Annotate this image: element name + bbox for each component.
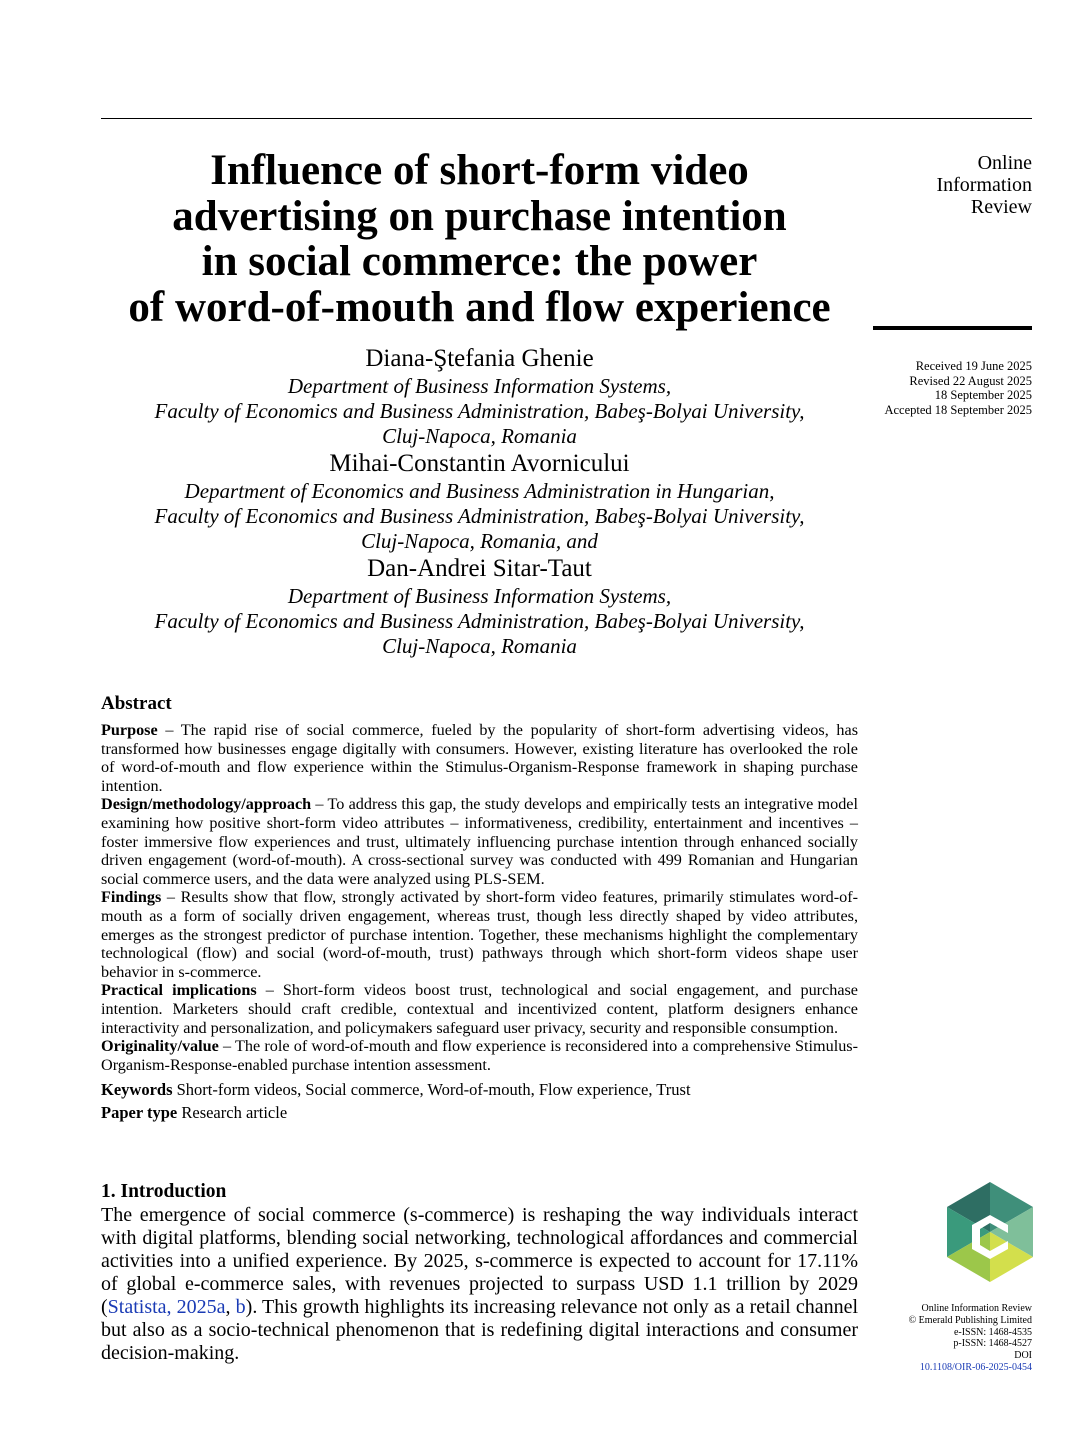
article-title (101, 148, 858, 330)
revised-date-2: 18 September 2025 (934, 388, 1032, 402)
article-dates (832, 359, 1032, 417)
abstract-text: – The rapid rise of social commerce, fueled by the popularity of short-form advertising videos, has transformed how businesses engage digitally with consumers. However, existing literature has overlooked the role of word-of-mouth and flow experience within the Stimulus-Organism-Response framework in shaping purchase intention. (101, 721, 858, 795)
abstract-purpose (101, 721, 858, 795)
intro-text: ). This growth highlights its increasing relevance not only as a retail channel but also as a socio-technical phenomenon that is redefining digital interactions and consumer decision-making. (101, 1296, 859, 1364)
section-heading: 1. Introduction (101, 1181, 227, 1202)
journal-name-line: Online (977, 152, 1032, 174)
citation-separator: , (225, 1296, 236, 1318)
abstract-label: Practical implications (101, 981, 257, 1000)
author-affiliation: Faculty of Economics and Business Administration, Babeş-Bolyai University, (154, 399, 805, 423)
author-affiliation: Faculty of Economics and Business Administration, Babeş-Bolyai University, (154, 504, 805, 528)
intro-text: The emergence of social commerce (s-commerce) is reshaping the way individuals interact with digital platforms, blending social networking, technological affordances and commercial activities into a unified experience. By 2025, s-commerce is expected to account for 17.11% of global e-commerce sales, with revenues projected to surpass USD 1.1 trillion by 2029 ( (101, 1204, 858, 1318)
journal-name-line: Review (970, 196, 1032, 218)
citation-link-statista-a[interactable]: Statista, 2025a (107, 1296, 226, 1318)
abstract-originality (101, 1037, 858, 1074)
abstract-text: – Short-form videos boost trust, technological and social engagement, and purchase intention. Marketers should craft credible, contextual and incentivized content, platform designers enhance interactivity and personalization, and policymakers safeguard user privacy, security and responsible consumption. (101, 981, 858, 1037)
title-line: in social commerce: the power (201, 238, 758, 285)
title-line: advertising on purchase intention (172, 192, 787, 240)
doi-link[interactable]: 10.1108/OIR-06-2025-0454 (919, 1361, 1032, 1373)
title-rule (873, 326, 1032, 330)
title-line: of word-of-mouth and flow experience (128, 283, 831, 331)
paper-type (101, 1103, 858, 1123)
received-date: Received 19 June 2025 (915, 359, 1032, 373)
abstract-text: – Results show that flow, strongly activated by short-form video features, primarily stimulates word-of-mouth as a form of socially driven engagement, whereas trust, though less directly shaped by video attributes, emerges as the strongest predictor of purchase intention. Together, these mechanisms highlight the complementary technological (flow) and social (word-of-mouth, trust) pathways through which short-form videos shape user behavior in s-commerce. (101, 888, 858, 981)
abstract-label: Findings (101, 888, 162, 907)
abstract (101, 692, 858, 1123)
footer-doi (812, 1350, 1032, 1374)
paper-type-text: Research article (177, 1103, 288, 1123)
author-affiliation: Department of Business Information Systems, (287, 584, 672, 608)
author-affiliation: Cluj-Napoca, Romania (382, 424, 577, 448)
journal-footer-info (812, 1303, 1032, 1374)
abstract-text: – The role of word-of-mouth and flow experience is reconsidered into a comprehensive Stimulus-Organism-Response-enabled purchase intention assessment. (101, 1037, 858, 1074)
footer-journal: Online Information Review (921, 1303, 1032, 1314)
keywords-label: Keywords (101, 1080, 173, 1100)
author-name: Mihai-Constantin Avornicului (329, 450, 630, 477)
doi-label: DOI (1014, 1350, 1032, 1362)
footer-publisher: © Emerald Publishing Limited (908, 1314, 1032, 1326)
author-name: Diana-Ştefania Ghenie (365, 345, 594, 372)
intro-paragraph (101, 1204, 858, 1365)
author-name: Dan-Andrei Sitar-Taut (367, 555, 592, 582)
top-rule (101, 118, 1032, 119)
journal-name-line: Information (936, 174, 1032, 196)
abstract-label: Originality/value (101, 1037, 219, 1056)
keywords (101, 1080, 858, 1100)
author-block (101, 344, 858, 659)
author-affiliation: Cluj-Napoca, Romania (382, 634, 577, 658)
abstract-label: Design/methodology/approach (101, 795, 312, 814)
author-affiliation: Department of Business Information Systems, (287, 374, 672, 398)
abstract-design (101, 795, 858, 888)
abstract-text: – To address this gap, the study develops and empirically tests an integrative model examining how positive short-form video attributes – informativeness, credibility, entertainment and incentives – foster immersive flow experiences and trust, ultimately influencing purchase intention through enhanced socially driven engagement (word-of-mouth). A cross-sectional survey was conducted with 499 Romanian and Hungarian social commerce users, and the data were analyzed using PLS-SEM. (101, 795, 858, 888)
author-affiliation: Faculty of Economics and Business Administration, Babeş-Bolyai University, (154, 609, 805, 633)
abstract-heading: Abstract (101, 693, 172, 714)
abstract-findings (101, 888, 858, 981)
paper-type-label: Paper type (101, 1103, 178, 1123)
footer-pissn: p-ISSN: 1468-4527 (953, 1338, 1032, 1350)
accepted-date: Accepted 18 September 2025 (884, 402, 1032, 417)
revised-date: Revised 22 August 2025 (909, 373, 1032, 388)
journal-name (832, 152, 1032, 218)
abstract-label: Purpose (101, 721, 158, 739)
emerald-publishing-logo-icon (946, 1181, 1034, 1283)
abstract-practical (101, 981, 858, 1037)
keywords-text: Short-form videos, Social commerce, Word-of-mouth, Flow experience, Trust (172, 1080, 691, 1100)
footer-eissn: e-ISSN: 1468-4535 (953, 1326, 1032, 1338)
title-line: Influence of short-form video (210, 147, 749, 194)
author-affiliation: Cluj-Napoca, Romania, and (361, 529, 598, 553)
citation-link-statista-b[interactable]: b (235, 1296, 246, 1318)
introduction-section (101, 1180, 858, 1365)
author-affiliation: Department of Economics and Business Administration in Hungarian, (184, 479, 775, 503)
